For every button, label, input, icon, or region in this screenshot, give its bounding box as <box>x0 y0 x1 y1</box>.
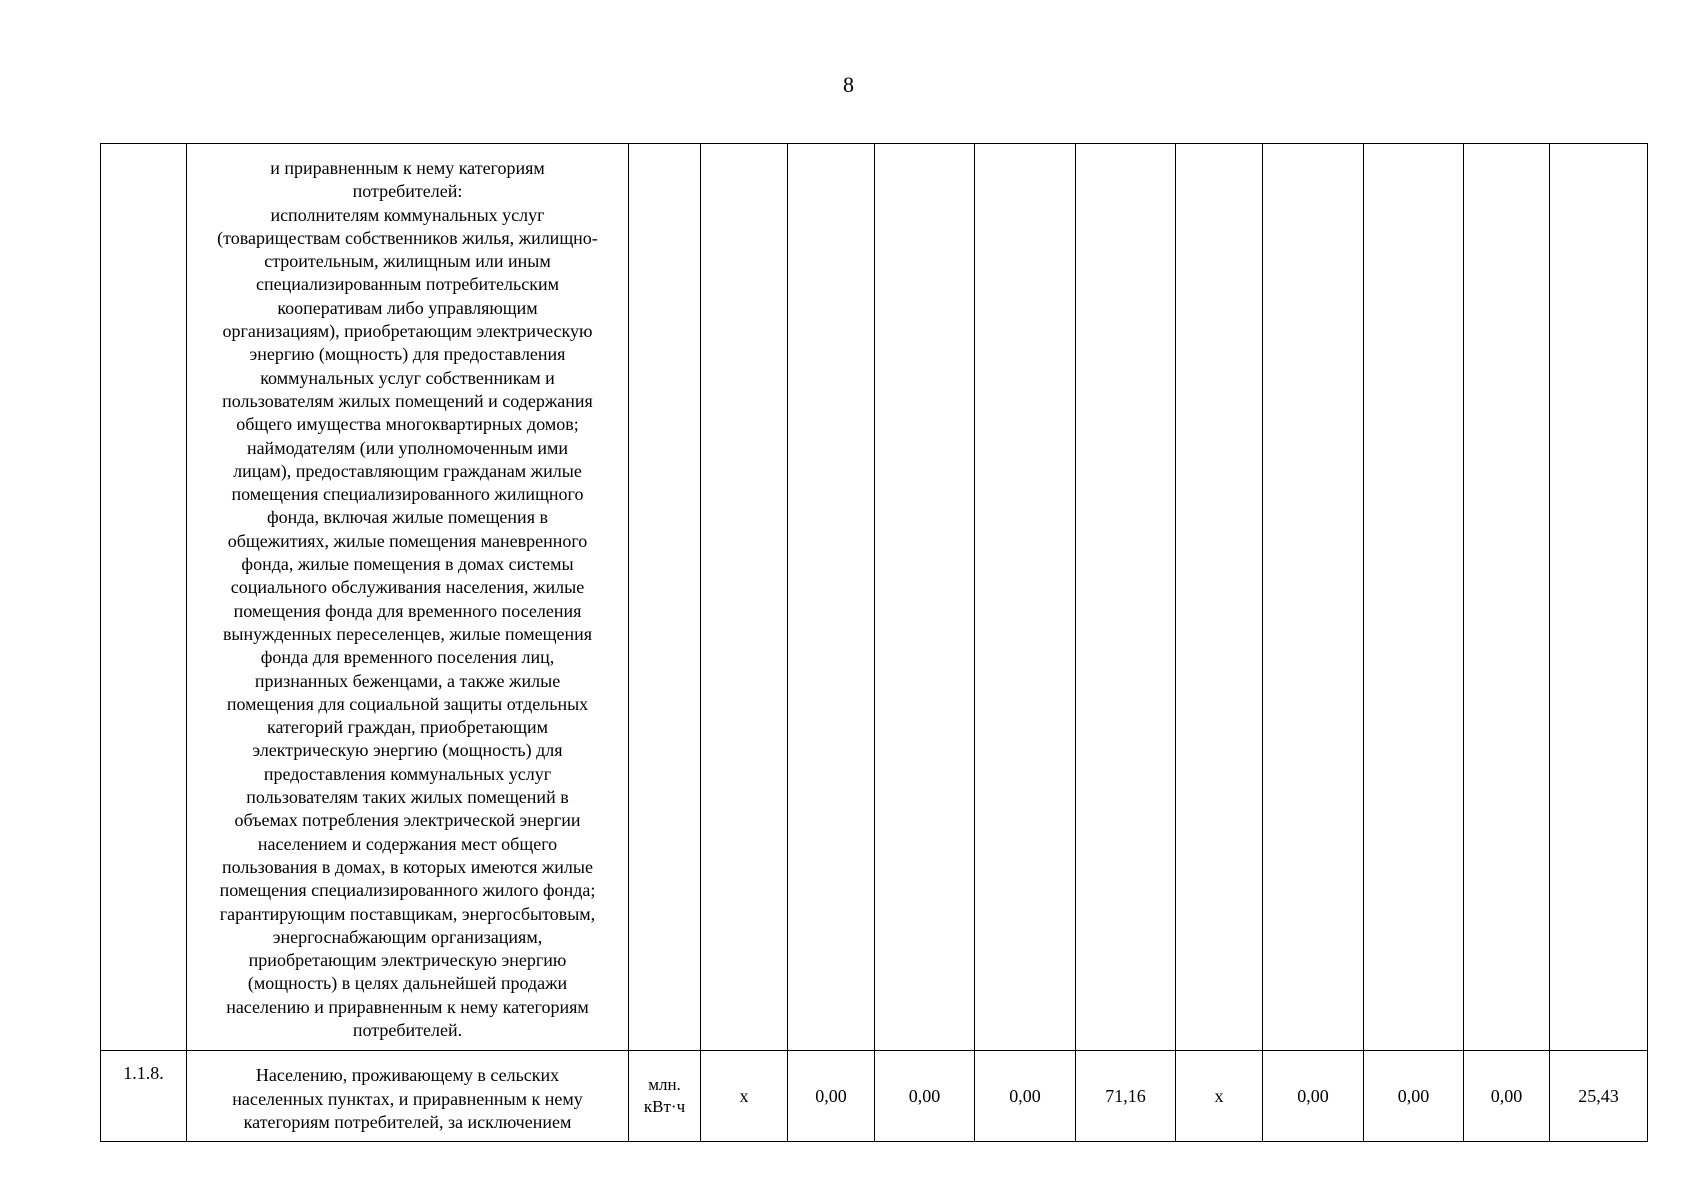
table-row-1-1-8 <box>101 1051 1648 1142</box>
description-line: энергию (мощность) для предоставления <box>249 344 566 365</box>
description-line: категориям потребителей, за исключением <box>243 1111 572 1132</box>
description-line: (товариществам собственников жилья, жилищно- <box>217 227 598 248</box>
value-cell <box>1176 144 1263 1051</box>
description-line: населению и приравненным к нему категориям <box>226 996 589 1017</box>
description-line: фонда, включая жилые помещения в <box>267 507 548 528</box>
page-number: 8 <box>843 72 854 97</box>
value-cell <box>1550 144 1648 1051</box>
description-line: предоставления коммунальных услуг <box>263 763 552 784</box>
description-line: Населению, проживающему в сельских <box>255 1065 560 1086</box>
value-cell: x <box>701 1051 788 1142</box>
value-cell <box>1263 144 1364 1051</box>
description-line: пользователям жилых помещений и содержания <box>222 390 593 411</box>
value-cell <box>1076 144 1176 1051</box>
description-line: социального обслуживания населения, жилые <box>230 577 585 598</box>
description-line: пользования в домах, в которых имеются жилые <box>222 856 593 877</box>
code-cell <box>101 144 187 1051</box>
description-line: приобретающим электрическую энергию <box>248 950 567 971</box>
description-line: потребителей: <box>352 181 463 202</box>
value-cell: 0,00 <box>1464 1051 1550 1142</box>
value-cell: 71,16 <box>1076 1051 1176 1142</box>
value-cell <box>701 144 788 1051</box>
description-line: строительным, жилищным или иным <box>264 251 551 272</box>
description-line: признанных беженцами, а также жилые <box>254 670 561 691</box>
value-cell: 0,00 <box>1364 1051 1464 1142</box>
description-line: помещения фонда для временного поселения <box>233 600 582 621</box>
description-line: помещения специализированного жилого фонда; <box>219 880 596 901</box>
value-cell <box>788 144 875 1051</box>
row-code-cell: 1.1.8. <box>101 1051 187 1142</box>
description-cell <box>187 144 629 1051</box>
description-line: категорий граждан, приобретающим <box>267 717 548 738</box>
table-row-continued <box>101 144 1648 1051</box>
value-cell <box>1464 144 1550 1051</box>
value-cell: 0,00 <box>875 1051 975 1142</box>
value-cell <box>1364 144 1464 1051</box>
value-cell: 25,43 <box>1550 1051 1648 1142</box>
description-line: (мощность) в целях дальнейшей продажи <box>247 973 568 994</box>
value-cell: 0,00 <box>1263 1051 1364 1142</box>
description-line: коммунальных услуг собственникам и <box>260 367 555 388</box>
description-line: помещения для социальной защиты отдельных <box>226 693 589 714</box>
description-line: и приравненным к нему категориям <box>270 158 545 178</box>
value-cell: 0,00 <box>788 1051 875 1142</box>
description-line: потребителей. <box>352 1019 463 1040</box>
description-line: специализированным потребительским <box>256 274 559 295</box>
value-cell: 0,00 <box>975 1051 1076 1142</box>
description-line: общего имущества многоквартирных домов; <box>236 414 579 435</box>
description-line: электрическую энергию (мощность) для <box>252 740 563 761</box>
description-line: организациям), приобретающим электрическую <box>222 321 593 342</box>
description-line: кооперативам либо управляющим <box>277 297 538 318</box>
description-line: пользователям таких жилых помещений в <box>246 787 569 808</box>
description-line: общежитиях, жилые помещения маневренного <box>227 530 588 551</box>
description-line: гарантирующим поставщикам, энергосбытовым, <box>219 903 596 924</box>
description-line: фонда для временного поселения лиц, <box>260 647 555 668</box>
description-line: населением и содержания мест общего <box>257 833 558 854</box>
description-line: вынужденных переселенцев, жилые помещения <box>222 623 593 644</box>
description-line: объемах потребления электрической энергии <box>234 810 581 831</box>
description-line: помещения специализированного жилищного <box>231 484 584 505</box>
description-line: фонда, жилые помещения в домах системы <box>241 554 574 575</box>
unit-cell <box>629 144 701 1051</box>
description-line: исполнителям коммунальных услуг <box>270 204 545 225</box>
description-line: населенных пунктах, и приравненным к нему <box>232 1088 583 1109</box>
unit-cell <box>629 1051 701 1142</box>
description-line: лицам), предоставляющим гражданам жилые <box>233 460 582 481</box>
description-line: наймодателям (или уполномоченным ими <box>246 437 569 458</box>
tariff-table <box>100 143 1648 1142</box>
value-cell <box>975 144 1076 1051</box>
unit-line: млн. <box>648 1075 681 1095</box>
unit-line: кВт·ч <box>643 1097 686 1117</box>
value-cell <box>875 144 975 1051</box>
value-cell: x <box>1176 1051 1263 1142</box>
description-cell <box>187 1051 629 1142</box>
description-line: энергоснабжающим организациям, <box>272 926 543 947</box>
